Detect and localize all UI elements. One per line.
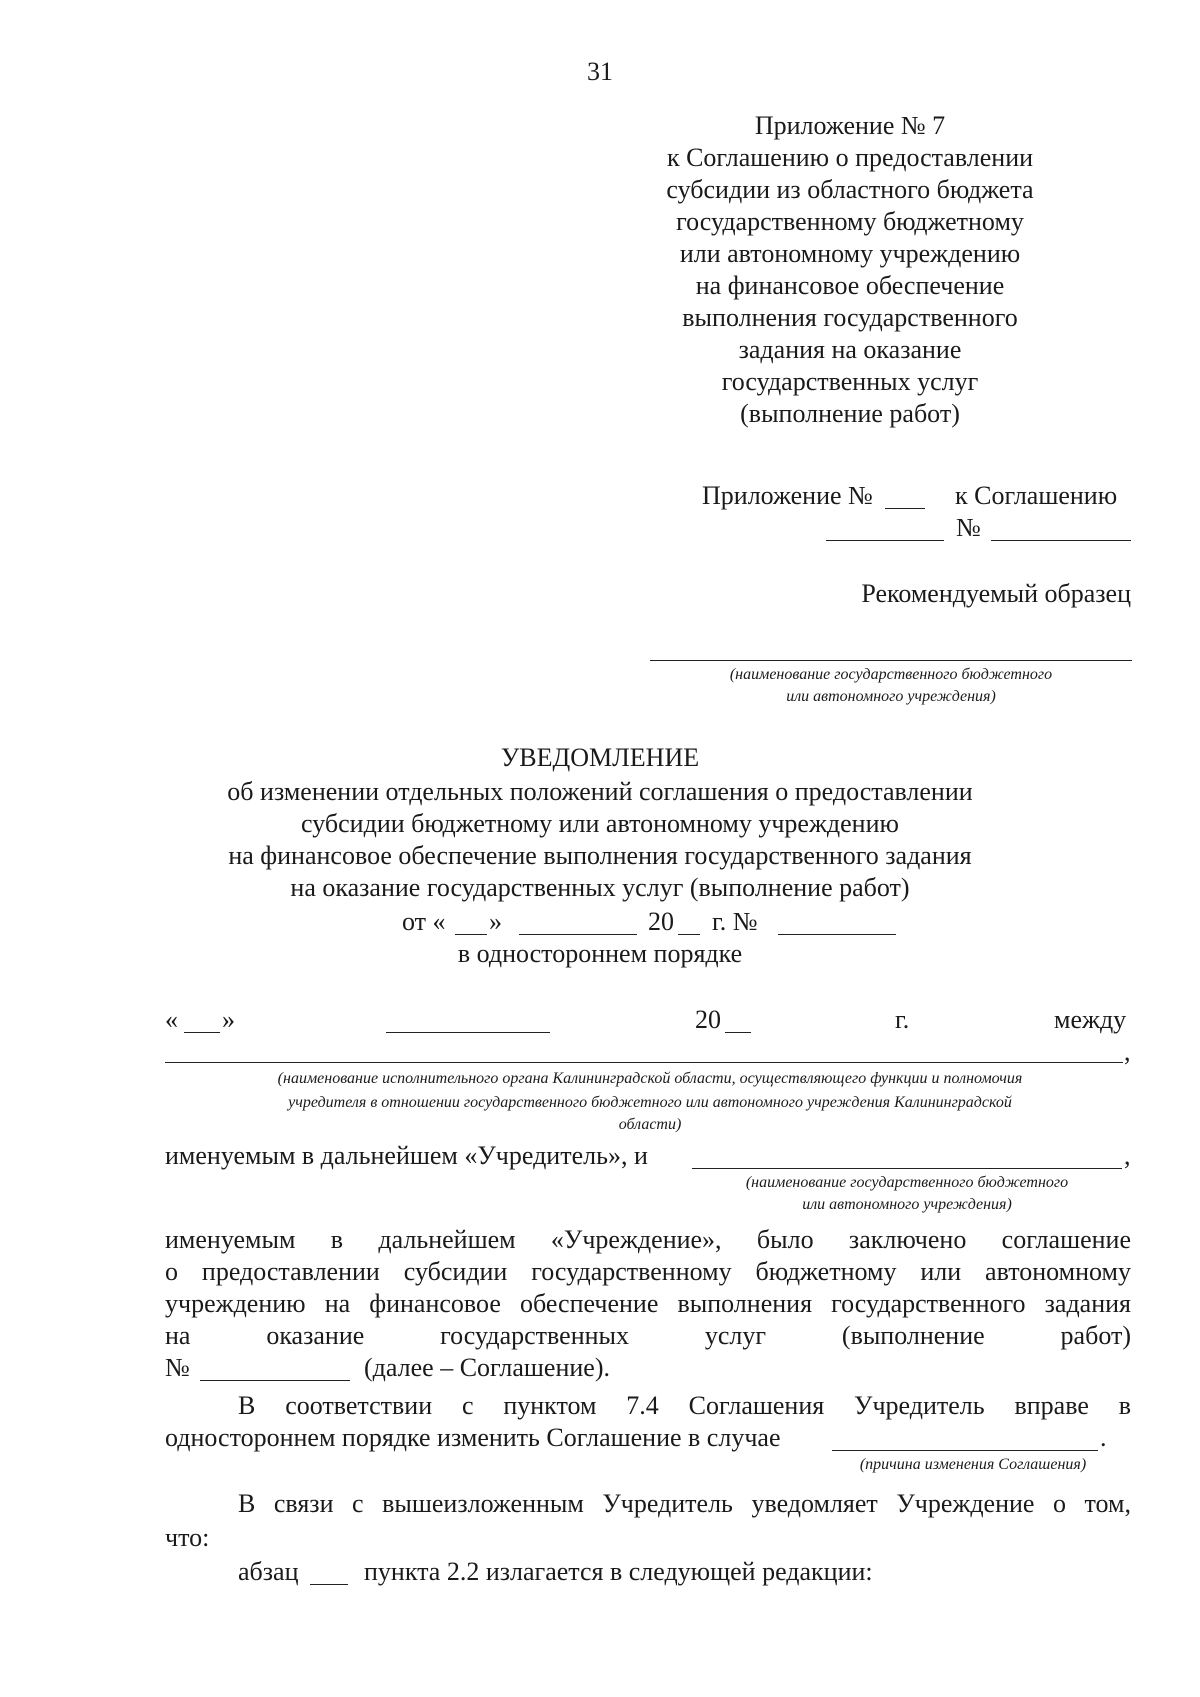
- p2-line-2: одностороннем порядке изменить Соглашение в случае: [165, 1423, 781, 1452]
- date-quote: »: [489, 907, 502, 936]
- date-month-blank[interactable]: [519, 934, 637, 935]
- intro-day-blank[interactable]: [184, 1032, 220, 1033]
- recipient-caption-2: или автономного учреждения): [786, 688, 996, 705]
- number-sign: №: [956, 513, 981, 542]
- body-line-5: (далее – Соглашение).: [364, 1353, 610, 1382]
- date-number-label: г. №: [712, 907, 758, 936]
- appendix-line: задания на оказание: [738, 335, 962, 364]
- institution-caption-2: или автономного учреждения): [802, 1196, 1012, 1213]
- appendix-line: на финансовое обеспечение: [695, 271, 1005, 300]
- founder-caption-3: области): [618, 1116, 682, 1133]
- body-line-1: именуемым в дальнейшем «Учреждение», было заключено соглашение: [165, 1225, 1131, 1254]
- p2-line-1: В соответствии с пунктом 7.4 Соглашения Учредитель вправе в: [238, 1391, 1131, 1420]
- founder-name-blank[interactable]: [165, 1062, 1123, 1063]
- agreement-ref-number-blank[interactable]: [200, 1380, 350, 1381]
- page-number: 31: [587, 57, 613, 86]
- p2-dot: .: [1100, 1423, 1107, 1452]
- date-day-blank[interactable]: [455, 934, 487, 935]
- agreement-number-blank[interactable]: [991, 540, 1131, 541]
- date-number-blank[interactable]: [778, 934, 896, 935]
- p4-paragraph-label: абзац: [238, 1557, 299, 1586]
- title-line: об изменении отдельных положений соглашения о предоставлении: [227, 777, 973, 806]
- intro-between: между: [1054, 1005, 1127, 1034]
- institution-name-blank[interactable]: [692, 1168, 1122, 1169]
- order-label: в одностороннем порядке: [457, 939, 743, 968]
- intro-open-quote: «: [165, 1005, 178, 1034]
- appendix-line: (выполнение работ): [740, 399, 960, 428]
- title-line: субсидии бюджетному или автономному учреждению: [301, 809, 899, 838]
- appendix-line: или автономному учреждению: [679, 239, 1021, 268]
- appendix-line: выполнения государственного: [682, 303, 1018, 332]
- paragraph-number-blank[interactable]: [310, 1584, 348, 1585]
- founder-text: именуемым в дальнейшем «Учредитель», и: [165, 1141, 648, 1170]
- p3-line-1: В связи с вышеизложенным Учредитель уведомляет Учреждение о том,: [238, 1489, 1131, 1518]
- appendix-number-blank[interactable]: [885, 508, 925, 509]
- appendix-line: государственных услуг: [721, 367, 979, 396]
- agreement-number-sign: №: [165, 1353, 190, 1382]
- intro-year-suffix: г.: [895, 1005, 910, 1034]
- body-line-2: о предоставлении субсидии государственному бюджетному или автономному: [165, 1257, 1131, 1286]
- recipient-name-blank[interactable]: [650, 660, 1132, 661]
- intro-year-prefix: 20: [695, 1005, 721, 1034]
- title-line: на оказание государственных услуг (выполнение работ): [290, 873, 910, 902]
- appendix-line: государственному бюджетному: [676, 207, 1024, 236]
- intro-month-blank[interactable]: [386, 1032, 550, 1033]
- appendix-line: субсидии из областного бюджета: [666, 175, 1034, 204]
- recipient-caption-1: (наименование государственного бюджетного: [729, 666, 1053, 683]
- appendix-header: [640, 110, 1060, 430]
- appendix-line: Приложение № 7: [754, 111, 946, 140]
- intro-close-quote: »: [222, 1005, 235, 1034]
- founder-caption-2: учредителя в отношении государственного бюджетного или автономного учреждения Калининградской: [288, 1094, 1012, 1111]
- intro-year-blank[interactable]: [725, 1032, 751, 1033]
- document-title: УВЕДОМЛЕНИЕ: [500, 743, 700, 772]
- appendix-line: к Соглашению о предоставлении: [666, 143, 1034, 172]
- body-line-3: учреждению на финансовое обеспечение выполнения государственного задания: [165, 1289, 1131, 1318]
- date-year-prefix: 20: [648, 907, 674, 936]
- recommended-sample: Рекомендуемый образец: [861, 579, 1131, 608]
- change-reason-blank[interactable]: [832, 1450, 1098, 1451]
- appendix-number-label: Приложение №: [702, 481, 873, 510]
- institution-comma: ,: [1124, 1141, 1131, 1170]
- change-reason-caption: (причина изменения Соглашения): [859, 1456, 1087, 1473]
- p4-text: пункта 2.2 излагается в следующей редакции:: [364, 1557, 873, 1586]
- date-from-label: от «: [402, 907, 446, 936]
- body-line-4: на оказание государственных услуг (выполнение работ): [165, 1321, 1131, 1350]
- agreement-date-blank[interactable]: [826, 540, 944, 541]
- title-line: на финансовое обеспечение выполнения государственного задания: [228, 841, 972, 870]
- founder-comma: ,: [1124, 1037, 1131, 1066]
- founder-caption-1: (наименование исполнительного органа Калининградской области, осуществляющего функции и полномочия: [277, 1070, 1023, 1087]
- date-year-blank[interactable]: [678, 934, 700, 935]
- institution-caption-1: (наименование государственного бюджетного: [745, 1174, 1069, 1191]
- p3-line-2: что:: [165, 1523, 210, 1552]
- agreement-ref-label: к Соглашению: [955, 481, 1118, 510]
